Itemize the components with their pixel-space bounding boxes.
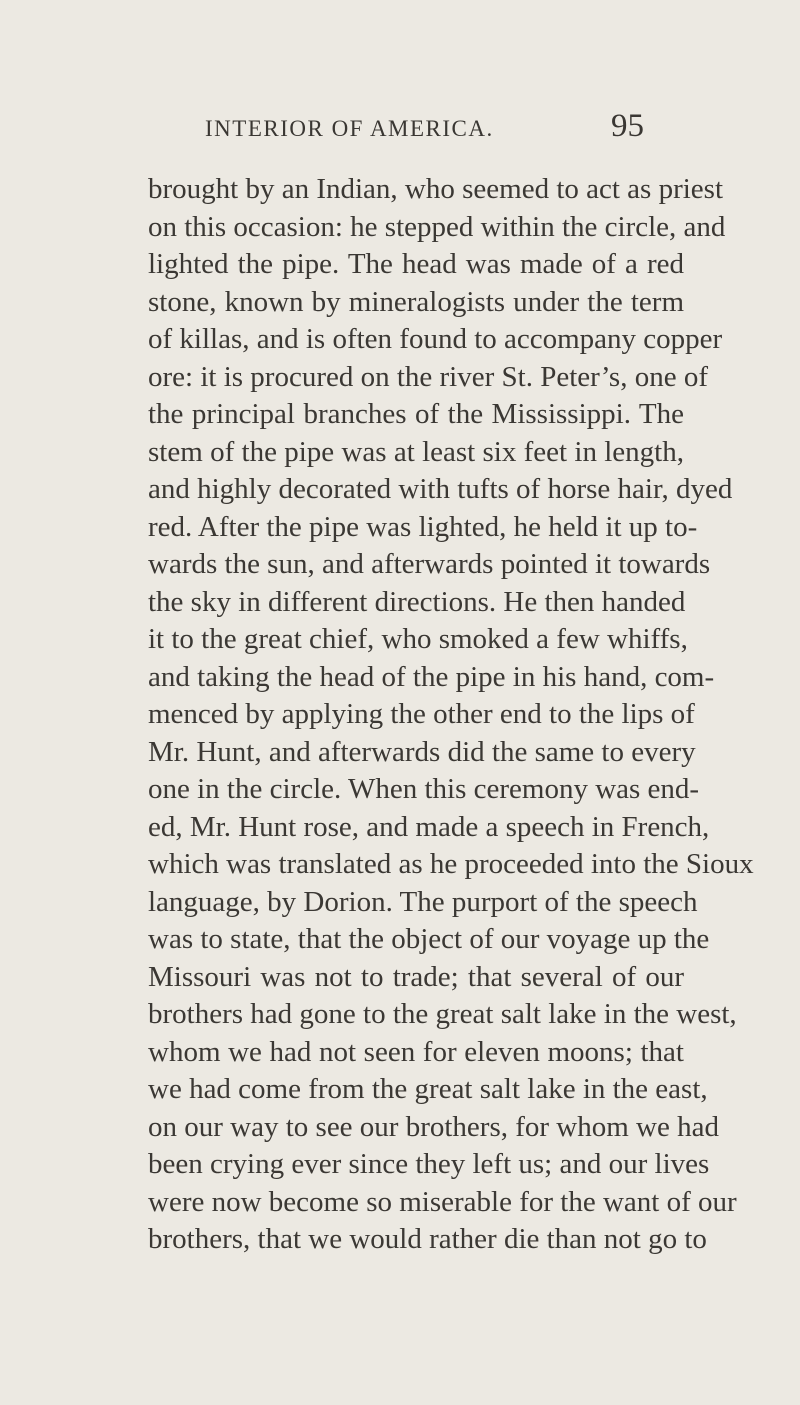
text-line: lighted the pipe. The head was made of a red xyxy=(148,248,684,280)
text-line: the sky in different directions. He then handed xyxy=(148,585,686,618)
body-text xyxy=(148,171,754,1259)
text-line: red. After the pipe was lighted, he held it up to- xyxy=(148,510,698,543)
text-line: and highly decorated with tufts of horse hair, dyed xyxy=(148,473,733,505)
text-line: one in the circle. When this ceremony was end- xyxy=(148,773,700,805)
text-line: it to the great chief, who smoked a few whiffs, xyxy=(148,623,688,655)
text-line: ore: it is procured on the river St. Peter’s, one of xyxy=(148,360,708,393)
text-line: whom we had not seen for eleven moons; that xyxy=(148,1035,684,1068)
running-title: INTERIOR OF AMERICA. xyxy=(205,116,494,141)
text-line: language, by Dorion. The purport of the speech xyxy=(148,885,698,918)
text-line: and taking the head of the pipe in his hand, com- xyxy=(148,660,715,693)
text-line: on our way to see our brothers, for whom we had xyxy=(148,1110,719,1143)
text-line: brought by an Indian, who seemed to act as priest xyxy=(148,173,724,205)
text-line: Missouri was not to trade; that several of our xyxy=(148,960,684,993)
text-line: stone, known by mineralogists under the term xyxy=(148,285,684,318)
text-line: menced by applying the other end to the lips of xyxy=(148,698,695,730)
text-line: we had come from the great salt lake in the east, xyxy=(148,1073,708,1105)
text-line: was to state, that the object of our voyage up the xyxy=(148,923,710,955)
text-line: the principal branches of the Mississippi. The xyxy=(148,398,684,430)
text-line: of killas, and is often found to accompany copper xyxy=(148,323,723,355)
text-line: which was translated as he proceeded into the Sioux xyxy=(148,848,754,880)
text-line: wards the sun, and afterwards pointed it towards xyxy=(148,548,711,580)
text-line: on this occasion: he stepped within the circle, and xyxy=(148,210,726,243)
page-number: 95 xyxy=(611,108,644,144)
text-line: brothers, that we would rather die than not go to xyxy=(148,1223,707,1255)
text-line: been crying ever since they left us; and our lives xyxy=(148,1148,710,1180)
text-line: Mr. Hunt, and afterwards did the same to every xyxy=(148,735,696,768)
text-line: ed, Mr. Hunt rose, and made a speech in French, xyxy=(148,810,710,843)
text-line: brothers had gone to the great salt lake in the west, xyxy=(148,998,737,1030)
page-header xyxy=(0,102,800,142)
text-line: stem of the pipe was at least six feet in length, xyxy=(148,435,684,468)
text-line: were now become so miserable for the want of our xyxy=(148,1185,737,1218)
